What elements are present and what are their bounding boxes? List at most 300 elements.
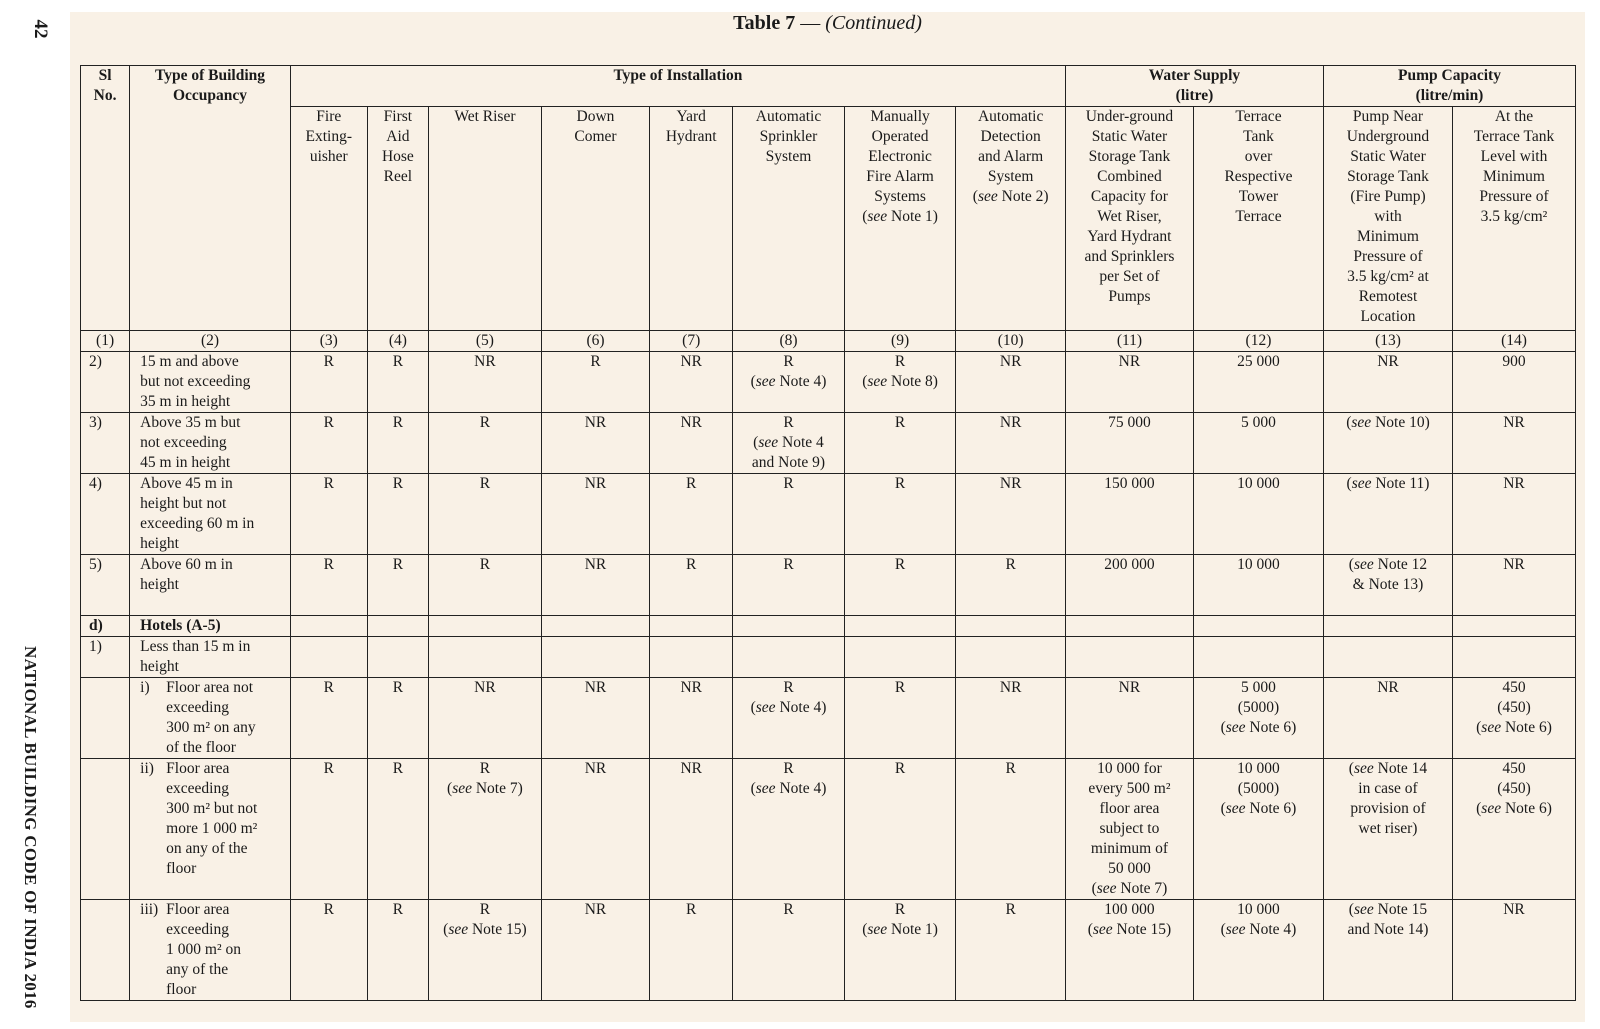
table-cell-col-14 [1452,413,1575,474]
table-cell-col-6 [541,474,650,555]
cell-line: NR [1377,679,1399,696]
column-number: (12) [1193,331,1323,352]
column-header-line: Operated [871,128,929,145]
column-header-line: Exting- [305,128,353,145]
column-header-line: Combined [1097,168,1162,185]
table-cell-col-7 [650,616,733,637]
header-occupancy-line: Type of Building [155,67,265,84]
cell-line: NR [680,353,702,370]
table-row [81,474,1576,555]
table-cell-col-12 [1193,555,1323,616]
column-header-line: Terrace [1235,108,1282,125]
row-occupancy-line: height [140,535,179,552]
header-sl-no [81,66,130,331]
header-occupancy [130,66,291,331]
row-occupancy-line: exceeding 60 m in [140,515,255,532]
column-header-line: (see Note 1) [862,208,938,225]
column-header-line: Systems [874,188,926,205]
cell-line: NR [1118,679,1141,696]
table-cell-col-9 [844,759,956,900]
cell-line: 5 000 [1241,679,1276,696]
row-occupancy-line: not exceeding [140,434,227,451]
cell-line: NR [680,760,702,777]
cell-line: R [894,901,906,918]
cell-line: floor area [1099,800,1160,817]
column-number: (9) [844,331,956,352]
table-cell-col-9 [844,352,956,413]
column-header-line: Wet Riser, [1097,208,1162,225]
column-header-line: (see Note 2) [972,188,1049,205]
cell-line: R [323,556,334,573]
table-cell-col-6 [541,637,650,678]
column-number: (6) [541,331,650,352]
header-pump-capacity-line: Pump Capacity [1398,67,1501,84]
cell-line: NR [999,353,1022,370]
row-occupancy-line: Above 35 m but [140,414,241,431]
column-header-line: Aid [386,128,410,145]
header-installation: Type of Installation [290,66,1065,107]
table-row [81,413,1576,474]
row-sl-no: 3) [81,413,130,474]
column-header-line: Pressure of [1353,248,1423,265]
column-header-line: Location [1360,308,1416,325]
row-sl-no [81,759,130,900]
row-occupancy [130,900,291,1001]
column-header-line: Sprinkler [759,128,818,145]
cell-line: subject to [1099,820,1160,837]
table-cell-col-13 [1323,900,1452,1001]
row-occupancy-line: height but not [140,495,227,512]
column-number: (1) [81,331,130,352]
header-occupancy-line: Occupancy [172,87,248,104]
cell-line: R [686,901,697,918]
table-row [81,637,1576,678]
column-header-line: Pumps [1108,288,1151,305]
table-cell-col-7 [650,555,733,616]
cell-line: (see Note 4 [753,434,824,451]
cell-line: 150 000 [1104,475,1155,492]
table-cell-col-8 [733,637,845,678]
column-number: (2) [130,331,291,352]
cell-line: R [686,475,697,492]
column-header-line: Electronic [868,148,932,165]
cell-line: NR [680,414,702,431]
cell-line: 900 [1502,353,1526,370]
cell-line: NR [584,901,607,918]
column-header-line: Reel [383,168,413,185]
column-header-line: and Sprinklers [1084,248,1175,265]
table-title [70,12,1585,35]
table-cell-col-11 [1065,474,1193,555]
row-occupancy-line: floor [166,860,197,877]
column-header-7 [650,107,733,331]
row-occupancy-line: on any of the [166,840,248,857]
table-cell-col-10 [956,637,1066,678]
cell-line: R [894,475,906,492]
table-cell-col-6 [541,900,650,1001]
cell-line: 10 000 [1237,760,1280,777]
cell-line: NR [999,475,1022,492]
table-cell-col-10 [956,759,1066,900]
cell-line: (see Note 15 [1348,901,1428,918]
table-cell-col-5 [429,555,542,616]
cell-line: (see Note 1) [862,921,938,938]
table-cell-col-14 [1452,352,1575,413]
table-cell-col-5 [429,678,542,759]
cell-line: (see Note 15) [1087,921,1172,938]
column-number: (13) [1323,331,1452,352]
column-header-9 [844,107,956,331]
column-header-line: per Set of [1099,268,1160,285]
column-header-11 [1065,107,1193,331]
cell-line: (see Note 10) [1346,414,1430,431]
cell-line: R [894,353,906,370]
cell-line: NR [999,679,1022,696]
column-header-line: Fire Alarm [866,168,934,185]
column-header-4 [367,107,428,331]
table-cell-col-11 [1065,413,1193,474]
table-cell-col-12 [1193,616,1323,637]
row-occupancy-line: but not exceeding [140,373,251,390]
header-pump-capacity-line: (litre/min) [1415,87,1484,104]
header-sl-no-line: Sl [98,67,112,84]
table-cell-col-12 [1193,900,1323,1001]
cell-line: (see Note 4) [750,780,827,797]
cell-line: every 500 m² [1088,780,1171,797]
cell-line: R [323,353,334,370]
column-header-line: Terrace [1235,208,1282,225]
cell-line: R [783,760,794,777]
column-header-line: Storage Tank [1088,148,1171,165]
table-cell-col-14 [1452,555,1575,616]
row-occupancy-line: Floor area [166,901,230,918]
cell-line: R [479,760,491,777]
table-cell-col-5 [429,352,542,413]
table-cell-col-4 [367,637,428,678]
cell-line: 10 000 for [1097,760,1162,777]
cell-line: (see Note 6) [1476,719,1552,736]
column-header-line: Hose [381,148,414,165]
row-occupancy-line: height [140,658,179,675]
column-number: (8) [733,331,845,352]
row-occupancy-line: Above 45 m in [140,475,233,492]
table-cell-col-7 [650,637,733,678]
table-cell-col-6 [541,555,650,616]
cell-line: in case of [1358,780,1418,797]
table-row [81,352,1576,413]
table-cell-col-8 [733,474,845,555]
cell-line: R [323,901,334,918]
table-cell-col-12 [1193,474,1323,555]
table-cell-col-11 [1065,759,1193,900]
table-cell-col-10 [956,555,1066,616]
table-cell-col-7 [650,474,733,555]
column-header-line: First [383,108,413,125]
table-cell-col-13 [1323,637,1452,678]
cell-line: 10 000 [1237,556,1280,573]
column-header-line: Minimum [1482,168,1545,185]
column-header-line: Tank [1243,128,1274,145]
header-sl-no-line: No. [93,87,117,104]
cell-line: R [783,901,794,918]
table-cell-col-8 [733,413,845,474]
column-header-line: Automatic [755,108,822,125]
column-header-line: Underground [1346,128,1430,145]
table-cell-col-12 [1193,637,1323,678]
column-header-13 [1323,107,1452,331]
table-cell-col-13 [1323,616,1452,637]
table-cell-col-3 [290,352,367,413]
cell-line: 450 [1502,679,1526,696]
table-cell-col-14 [1452,900,1575,1001]
table-cell-col-4 [367,759,428,900]
table-cell-col-4 [367,474,428,555]
cell-line: NR [680,679,702,696]
table-cell-col-6 [541,413,650,474]
table-cell-col-11 [1065,555,1193,616]
cell-line: (450) [1497,780,1531,797]
table-cell-col-3 [290,474,367,555]
table-cell-col-9 [844,413,956,474]
table-row [81,678,1576,759]
table-cell-col-9 [844,678,956,759]
column-header-line: with [1374,208,1402,225]
cell-line: R [323,414,334,431]
table-cell-col-7 [650,413,733,474]
table-cell-col-9 [844,637,956,678]
row-sl-no: 5) [81,555,130,616]
column-header-line: Terrace Tank [1473,128,1555,145]
row-sl-no: d) [81,616,130,637]
side-footer: NATIONAL BUILDING CODE OF INDIA 2016 [21,646,40,1009]
cell-line: and Note 9) [751,454,826,471]
cell-line: R [479,556,491,573]
header-water-supply-line: (litre) [1175,87,1214,104]
column-header-12 [1193,107,1323,331]
cell-line: (see Note 4) [1220,921,1297,938]
table-cell-col-13 [1323,413,1452,474]
cell-line: NR [474,679,496,696]
column-header-line: Yard [676,108,706,125]
cell-line: R [392,556,404,573]
column-header-line: Pump Near [1352,108,1424,125]
cell-line: R [392,475,404,492]
table-cell-col-13 [1323,555,1452,616]
column-header-line: Yard Hydrant [1087,228,1172,245]
row-occupancy [130,474,291,555]
cell-line: NR [584,475,607,492]
row-occupancy-line: exceeding [166,780,229,797]
table-cell-col-10 [956,900,1066,1001]
row-sub-label: ii) [140,760,154,777]
table-cell-col-13 [1323,474,1452,555]
cell-line: R [323,475,334,492]
table-cell-col-7 [650,759,733,900]
column-header-line: Automatic [977,108,1044,125]
column-header-line: Remotest [1358,288,1418,305]
cell-line: 100 000 [1104,901,1155,918]
row-sl-no: 2) [81,352,130,413]
cell-line: R [783,679,794,696]
table-cell-col-11 [1065,352,1193,413]
table-cell-col-8 [733,616,845,637]
column-header-line: Under-ground [1085,108,1174,125]
column-header-line: (Fire Pump) [1350,188,1426,205]
cell-line: (see Note 4) [750,699,827,716]
cell-line: (see Note 6) [1220,719,1297,736]
cell-line: & Note 13) [1352,576,1424,593]
row-occupancy-line: Less than 15 m in [140,638,251,655]
cell-line: R [783,353,794,370]
table-cell-col-7 [650,900,733,1001]
cell-line: R [323,760,334,777]
table-cell-col-4 [367,555,428,616]
cell-line: (see Note 11) [1346,475,1430,492]
column-number: (3) [290,331,367,352]
cell-line: R [894,556,906,573]
table-cell-col-9 [844,555,956,616]
table-title-main: Table 7 [733,12,796,34]
table-cell-col-10 [956,474,1066,555]
table-cell-col-14 [1452,474,1575,555]
table-cell-col-5 [429,759,542,900]
table-cell-col-7 [650,678,733,759]
column-header-line: At the [1494,108,1534,125]
column-number: (14) [1452,331,1575,352]
table-cell-col-5 [429,413,542,474]
table-row [81,616,1576,637]
column-header-10 [956,107,1066,331]
cell-line: NR [1377,353,1399,370]
table-cell-col-12 [1193,678,1323,759]
cell-line: (5000) [1237,699,1280,716]
table-cell-col-11 [1065,900,1193,1001]
row-sl-no [81,678,130,759]
cell-line: 50 000 [1108,860,1151,877]
cell-line: R [1005,556,1016,573]
cell-line: 10 000 [1237,901,1280,918]
cell-line: 450 [1502,760,1526,777]
cell-line: R [479,475,491,492]
cell-line: R [894,760,906,777]
header-water-supply-line: Water Supply [1148,67,1241,84]
table-title-continued: (Continued) [825,12,922,34]
column-header-line: Tower [1238,188,1279,205]
column-header-line: Level with [1480,148,1548,165]
column-header-5 [429,107,542,331]
table-cell-col-14 [1452,759,1575,900]
column-header-3 [290,107,367,331]
table-cell-col-5 [429,474,542,555]
row-occupancy-line: 1 000 m² on [166,941,241,958]
row-occupancy-line: Above 60 m in [140,556,233,573]
row-occupancy [130,413,291,474]
table-cell-col-11 [1065,678,1193,759]
row-sl-no: 1) [81,637,130,678]
row-occupancy-line: of the floor [166,739,236,756]
row-sub-label: iii) [140,901,159,918]
column-header-line: Wet Riser [454,108,516,125]
table-cell-col-4 [367,352,428,413]
cell-line: (see Note 12 [1348,556,1428,573]
column-header-line: over [1244,148,1273,165]
row-occupancy [130,759,291,900]
table-cell-col-4 [367,413,428,474]
table-cell-col-8 [733,678,845,759]
row-occupancy-line: 15 m and above [140,353,239,370]
table-cell-col-14 [1452,637,1575,678]
cell-line: NR [584,760,607,777]
cell-line: 25 000 [1237,353,1280,370]
cell-line: (5000) [1237,780,1280,797]
table-cell-col-13 [1323,678,1452,759]
cell-line: R [783,475,794,492]
table-cell-col-6 [541,352,650,413]
table-row [81,555,1576,616]
table-cell-col-9 [844,900,956,1001]
cell-line: NR [1503,414,1525,431]
table-cell-col-4 [367,900,428,1001]
table-title-dash: — [795,12,826,34]
table-cell-col-14 [1452,616,1575,637]
table-cell-col-8 [733,352,845,413]
column-number: (10) [956,331,1066,352]
table-cell-col-3 [290,555,367,616]
table-cell-col-8 [733,900,845,1001]
row-occupancy-line: Floor area [166,760,230,777]
table-cell-col-9 [844,474,956,555]
table-cell-col-12 [1193,759,1323,900]
column-number: (7) [650,331,733,352]
table-cell-col-10 [956,413,1066,474]
row-occupancy-line: exceeding [166,921,229,938]
column-header-line: Respective [1224,168,1293,185]
cell-line: R [686,556,697,573]
row-occupancy [130,637,291,678]
column-header-line: Pressure of [1479,188,1549,205]
row-occupancy-line: height [140,576,179,593]
row-occupancy-line: Floor area not [166,679,254,696]
column-header-line: System [987,168,1034,185]
table-cell-col-3 [290,616,367,637]
cell-line: NR [584,556,607,573]
column-header-line: Down [576,108,615,125]
cell-line: (see Note 15) [443,921,527,938]
row-occupancy [130,555,291,616]
cell-line: NR [584,679,607,696]
header-water-supply [1065,66,1323,107]
cell-line: R [894,414,906,431]
column-header-line: Static Water [1091,128,1168,145]
row-occupancy-line: Hotels (A-5) [140,617,221,634]
table-cell-col-7 [650,352,733,413]
column-header-line: Storage Tank [1347,168,1429,185]
cell-line: 75 000 [1108,414,1151,431]
table-row [81,759,1576,900]
table-cell-col-14 [1452,678,1575,759]
cell-line: (see Note 14 [1348,760,1428,777]
cell-line: R [392,414,404,431]
row-occupancy-line: more 1 000 m² [166,820,258,837]
cell-line: R [1005,901,1016,918]
row-occupancy-line: 300 m² but not [166,800,258,817]
cell-line: R [479,414,491,431]
table-cell-col-4 [367,616,428,637]
row-occupancy-line: 300 m² on any [166,719,256,736]
cell-line: (see Note 6) [1220,800,1297,817]
cell-line: wet riser) [1358,820,1418,837]
cell-line: R [392,353,404,370]
